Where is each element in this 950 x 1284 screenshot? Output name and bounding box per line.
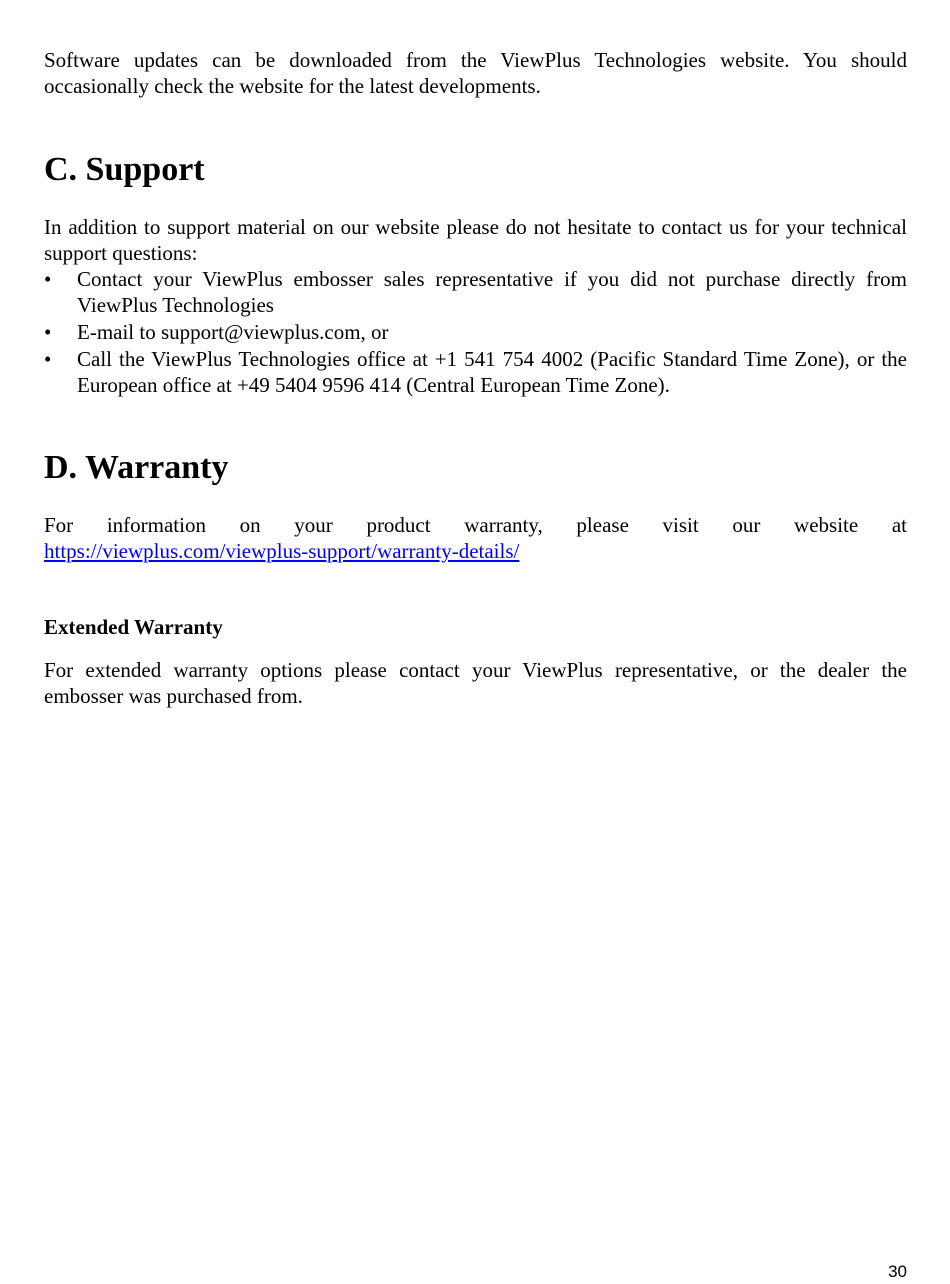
- support-heading: C. Support: [44, 151, 205, 188]
- warranty-paragraph: [44, 512, 907, 564]
- extended-warranty-heading: Extended Warranty: [44, 615, 223, 639]
- page-number: 30: [888, 1262, 907, 1281]
- bullet-icon: •: [44, 267, 52, 291]
- intro-paragraph: Software updates can be downloaded from the ViewPlus Technologies website. You should occasionally check the website for the latest developments.: [44, 48, 907, 98]
- bullet-icon: •: [44, 347, 52, 371]
- list-item: [44, 266, 907, 318]
- list-item-text: E-mail to support@viewplus.com, or: [77, 320, 389, 344]
- list-item-text: Contact your ViewPlus embosser sales representative if you did not purchase directly from ViewPlus Technologies: [77, 267, 907, 317]
- support-contact-list: [44, 266, 907, 399]
- list-item-text: Call the ViewPlus Technologies office at +1 541 754 4002 (Pacific Standard Time Zone), or the European office at +49 5404 9596 414 (Central European Time Zone).: [77, 347, 907, 397]
- warranty-details-link[interactable]: https://viewplus.com/viewplus-support/warranty-details/: [44, 539, 520, 563]
- warranty-text: For information on your product warranty, please visit our website at: [44, 513, 907, 537]
- warranty-heading: D. Warranty: [44, 449, 229, 486]
- list-item: [44, 319, 907, 345]
- support-intro-paragraph: In addition to support material on our website please do not hesitate to contact us for your technical support questions:: [44, 215, 907, 265]
- list-item: [44, 346, 907, 398]
- extended-warranty-paragraph: For extended warranty options please contact your ViewPlus representative, or the dealer the embosser was purchased from.: [44, 658, 907, 708]
- bullet-icon: •: [44, 320, 52, 344]
